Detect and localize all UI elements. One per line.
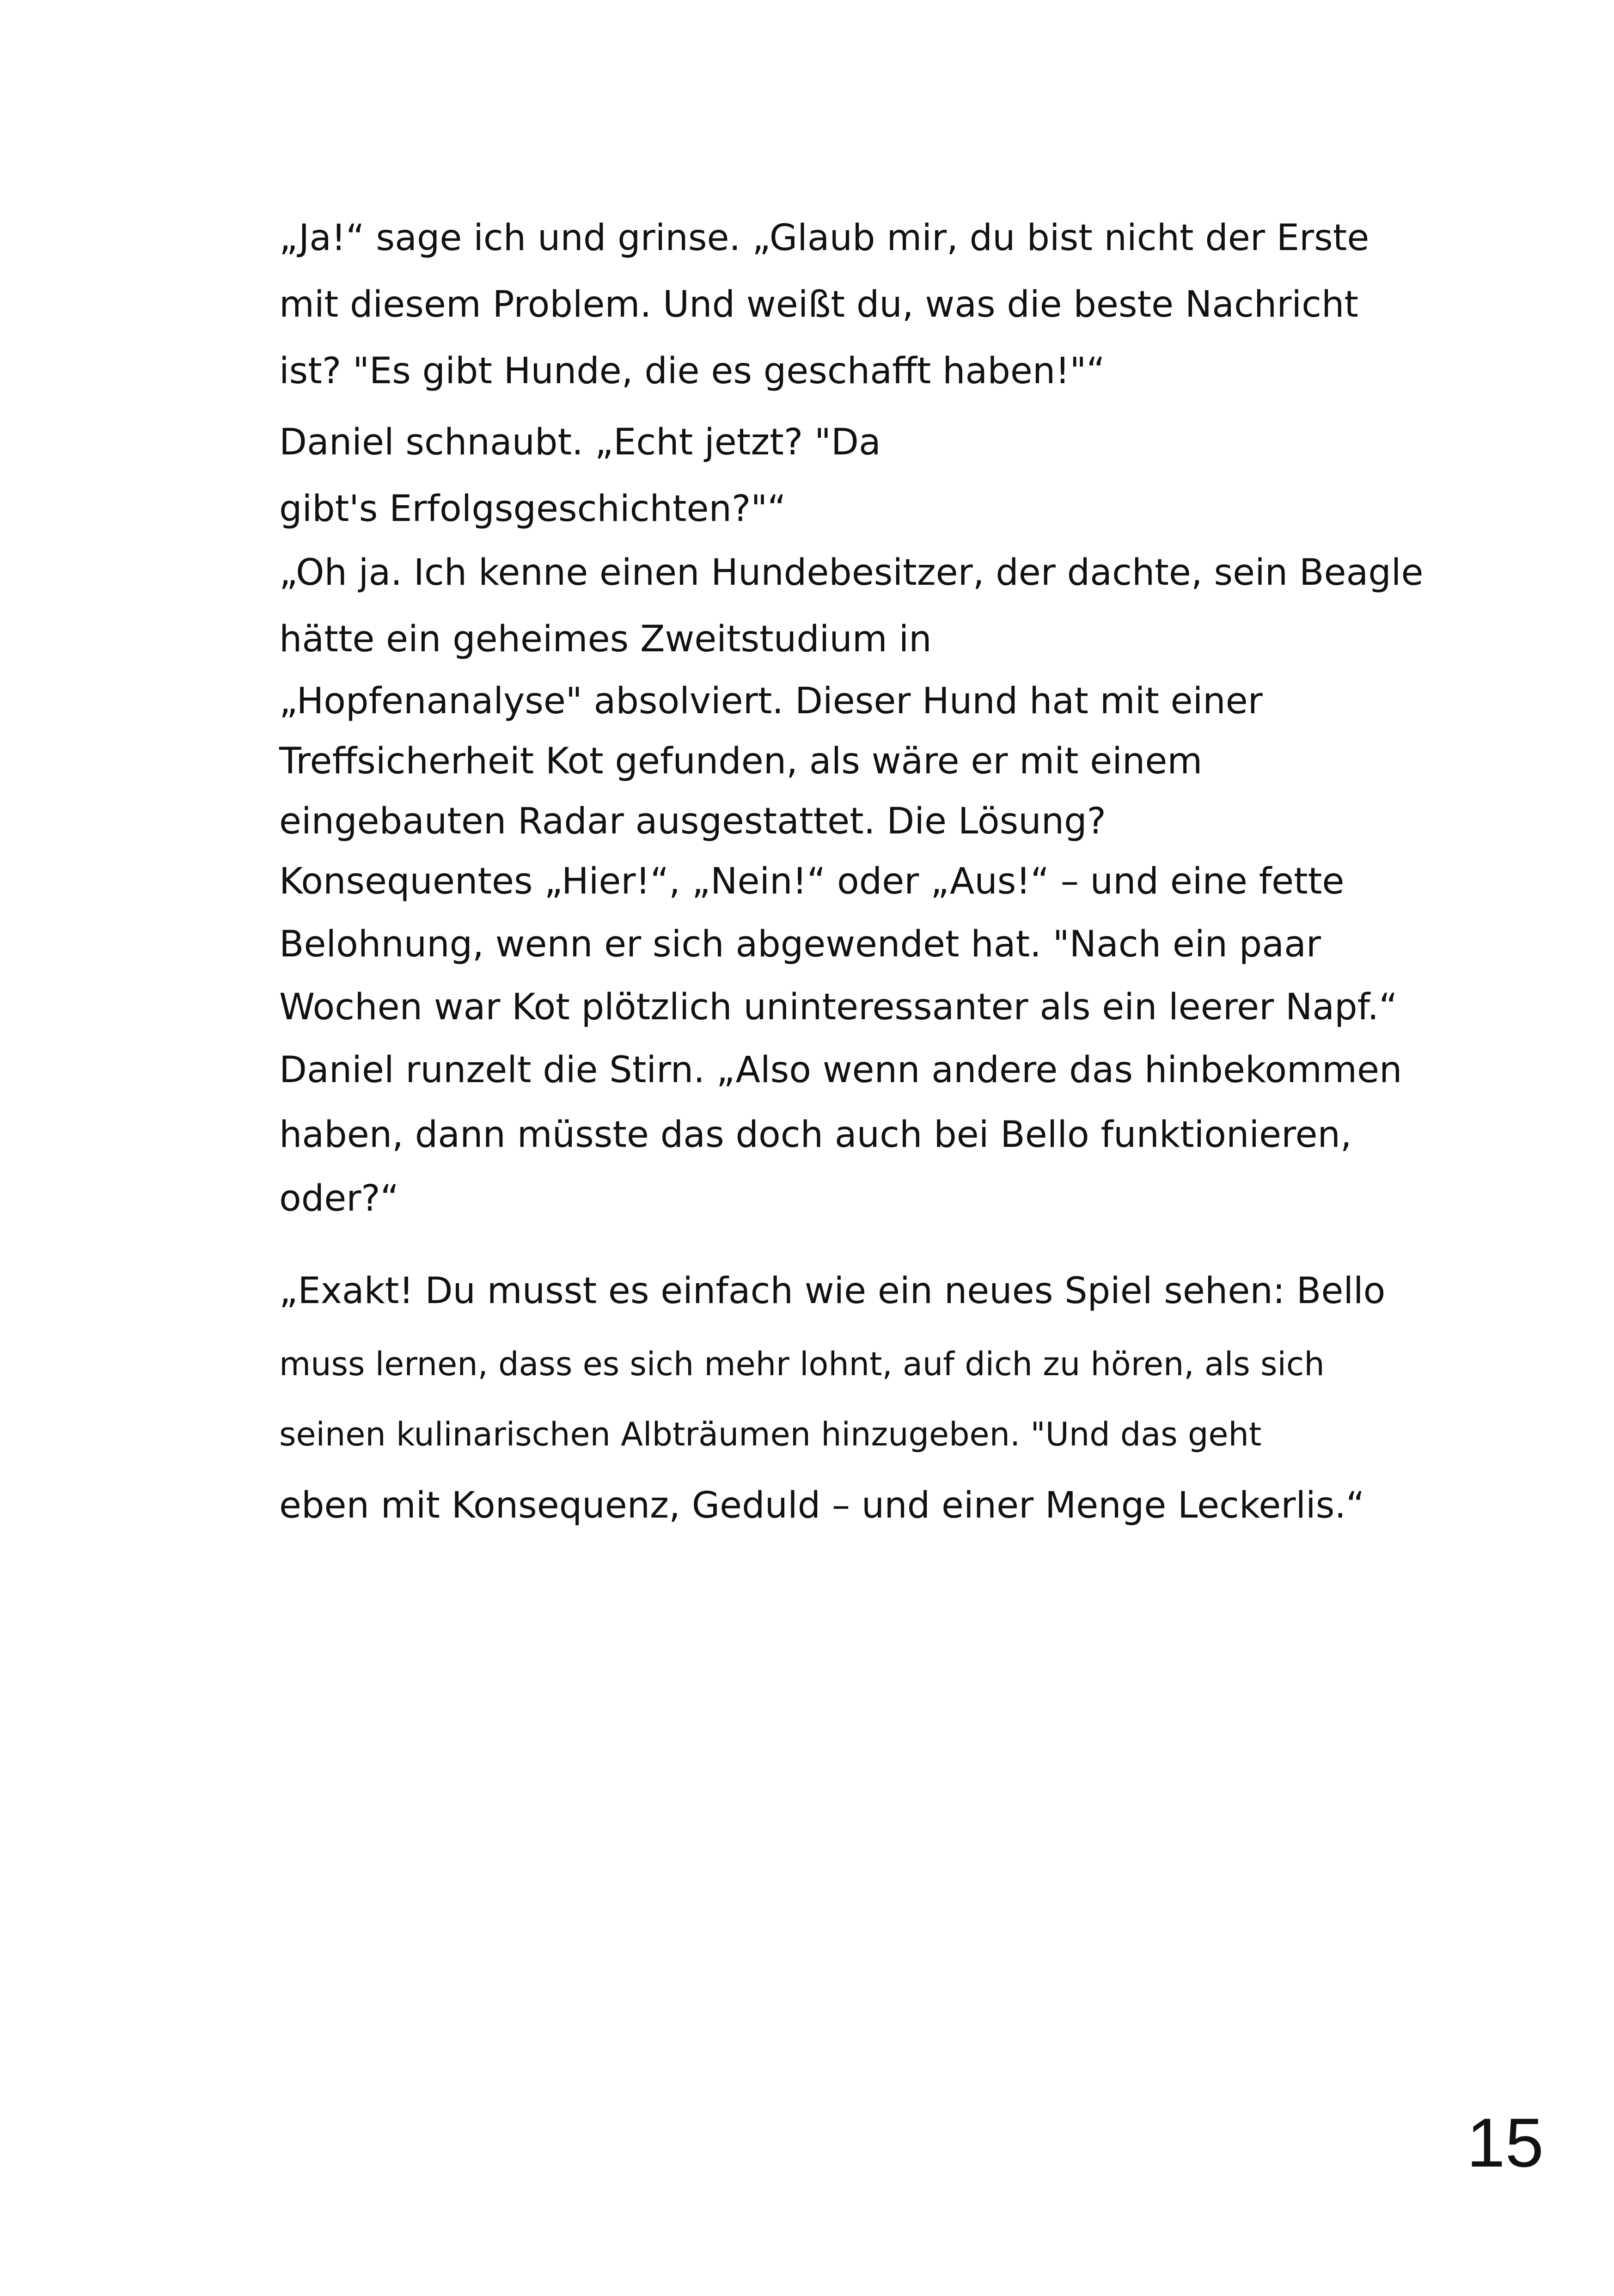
text-line: oder?“ (279, 1178, 399, 1219)
page-number: 15 (1467, 2104, 1544, 2181)
text-line: eingebauten Radar ausgestattet. Die Lösung? (279, 801, 1107, 842)
text-line: Treffsicherheit Kot gefunden, als wäre er mit einem (279, 741, 1203, 782)
text-line: Belohnung, wenn er sich abgewendet hat. "Nach ein paar (279, 924, 1321, 965)
text-line: hätte ein geheimes Zweitstudium in (279, 618, 932, 660)
text-line: muss lernen, dass es sich mehr lohnt, auf dich zu hören, als sich (279, 1345, 1325, 1383)
text-line: eben mit Konsequenz, Geduld – und einer Menge Leckerlis.“ (279, 1485, 1365, 1526)
text-line: seinen kulinarischen Albträumen hinzugeben. "Und das geht (279, 1415, 1262, 1453)
text-line: Daniel runzelt die Stirn. „Also wenn andere das hinbekommen (279, 1049, 1402, 1091)
text-line: Wochen war Kot plötzlich uninteressanter als ein leerer Napf.“ (279, 986, 1398, 1028)
text-line: Daniel schnaubt. „Echt jetzt? "Da (279, 422, 881, 463)
text-line: „Ja!“ sage ich und grinse. „Glaub mir, du bist nicht der Erste (279, 217, 1369, 259)
text-line: Konsequentes „Hier!“, „Nein!“ oder „Aus!“ – und eine fette (279, 861, 1345, 902)
text-line: „Exakt! Du musst es einfach wie ein neues Spiel sehen: Bello (279, 1270, 1386, 1312)
text-line: ist? "Es gibt Hunde, die es geschafft haben!"“ (279, 350, 1105, 392)
text-line: gibt's Erfolgsgeschichten?"“ (279, 488, 786, 530)
text-line: haben, dann müsste das doch auch bei Bello funktionieren, (279, 1114, 1352, 1156)
text-line: „Oh ja. Ich kenne einen Hundebesitzer, der dachte, sein Beagle (279, 552, 1424, 594)
text-line: mit diesem Problem. Und weißt du, was die beste Nachricht (279, 284, 1359, 325)
text-line: „Hopfenanalyse" absolviert. Dieser Hund hat mit einer (279, 680, 1263, 722)
